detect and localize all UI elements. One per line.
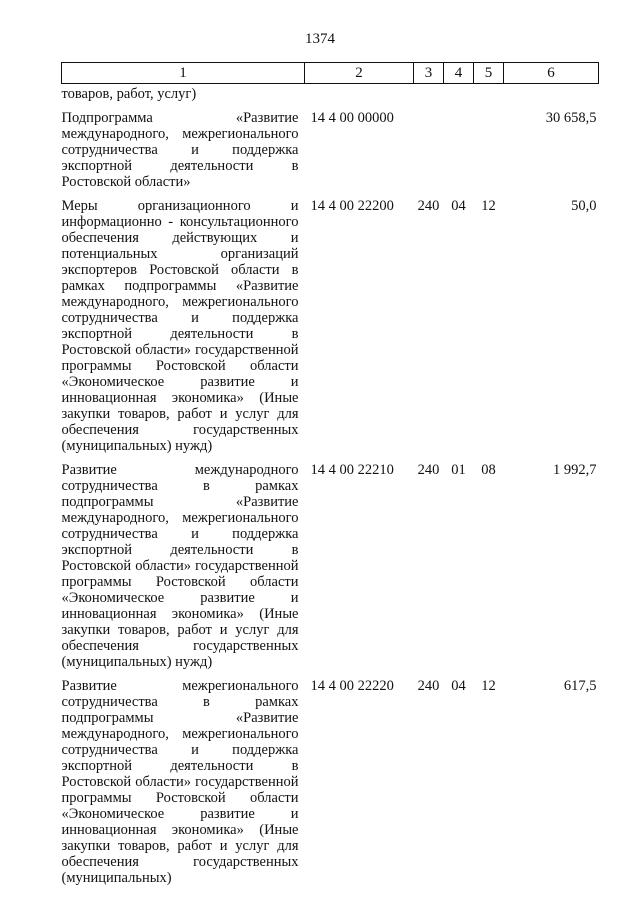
row-col5: 12 — [481, 678, 496, 694]
row-code: 14 4 00 22220 — [310, 678, 394, 694]
row-name: Меры организационного и информационно - консультационного обеспечения действующих и потенциальных организаций экспортеров Ростовской области в рамках подпрограммы «Развитие международного, межрегионального сотрудничества и поддержка экспортной деятельности в Ростовской области» государственной программы Ростовской области «Экономическое развитие и инновационная экономика» (Иные закупки товаров, работ и услуг для обеспечения государственных (муниципальных) нужд) — [61, 198, 299, 454]
table-row — [62, 102, 599, 190]
header-cell: 3 — [414, 63, 444, 84]
row-sum: 1 992,7 — [553, 462, 597, 478]
table-row — [62, 190, 599, 454]
row-col3: 240 — [417, 198, 440, 214]
header-cell: 2 — [305, 63, 414, 84]
row-name: Подпрограмма «Развитие международного, межрегионального сотрудничества и поддержка экспортной деятельности в Ростовской области» — [61, 110, 299, 190]
table-row — [62, 84, 599, 103]
row-sum: 50,0 — [571, 198, 597, 214]
row-col3: 240 — [417, 462, 440, 478]
row-col4: 01 — [451, 462, 466, 478]
row-sum: 617,5 — [563, 678, 597, 694]
row-col4: 04 — [451, 678, 466, 694]
row-col3 — [414, 84, 444, 103]
page-number: 1374 — [305, 31, 335, 47]
table-row — [62, 454, 599, 670]
row-code: 14 4 00 00000 — [310, 110, 394, 126]
row-sum — [504, 84, 599, 103]
header-cell: 1 — [62, 63, 305, 84]
row-col5 — [474, 102, 504, 190]
header-cell: 5 — [474, 63, 504, 84]
row-col3 — [414, 102, 444, 190]
row-code: 14 4 00 22200 — [310, 198, 394, 214]
row-col5: 08 — [481, 462, 496, 478]
row-name: Развитие международного сотрудничества в рамках подпрограммы «Развитие международного, межрегионального сотрудничества и поддержка экспортной деятельности в Ростовской области» государственной программы Ростовской области «Экономическое развитие и инновационная экономика» (Иные закупки товаров, работ и услуг для обеспечения государственных (муниципальных) нужд) — [61, 462, 299, 670]
table-header — [62, 63, 599, 84]
row-sum: 30 658,5 — [545, 110, 597, 126]
header-row — [62, 63, 599, 84]
row-code: 14 4 00 22210 — [310, 462, 394, 478]
header-cell: 6 — [504, 63, 599, 84]
row-code — [305, 84, 414, 103]
table-row — [62, 670, 599, 886]
row-col4 — [444, 102, 474, 190]
row-col5 — [474, 84, 504, 103]
table-body — [62, 84, 599, 887]
row-col4: 04 — [451, 198, 466, 214]
budget-table — [61, 62, 599, 886]
row-col3: 240 — [417, 678, 440, 694]
row-name: Развитие межрегионального сотрудничества в рамках подпрограммы «Развитие международного, межрегионального сотрудничества и поддержка экспортной деятельности в Ростовской области» государственной программы Ростовской области «Экономическое развитие и инновационная экономика» (Иные закупки товаров, работ и услуг для обеспечения государственных (муниципальных) — [61, 678, 299, 886]
row-col5: 12 — [481, 198, 496, 214]
header-cell: 4 — [444, 63, 474, 84]
row-name: товаров, работ, услуг) — [61, 86, 197, 102]
row-col4 — [444, 84, 474, 103]
